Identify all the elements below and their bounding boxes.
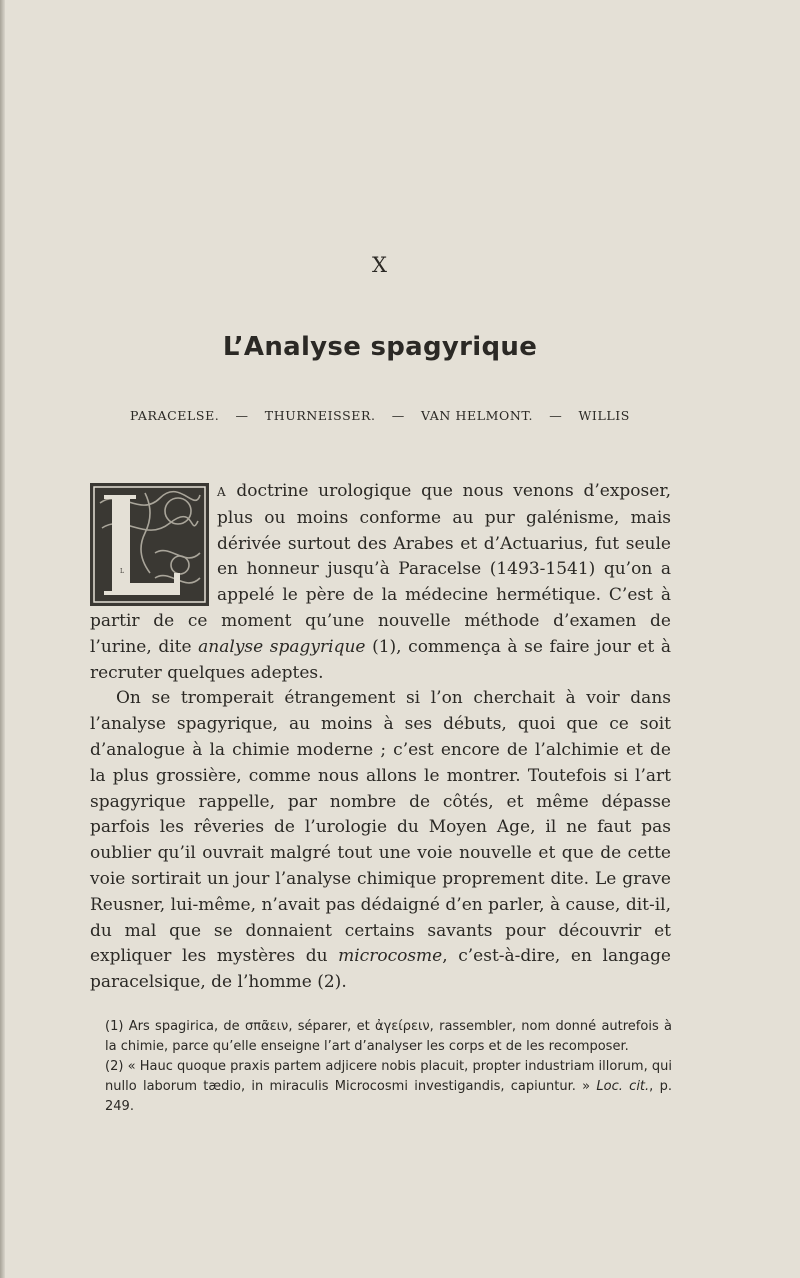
chapter-title: L’Analyse spagyrique	[222, 332, 538, 362]
page-edge-shadow	[0, 0, 5, 1278]
subtitle-dash: —	[549, 408, 563, 423]
paragraph-2-italic: microcosme	[338, 946, 443, 967]
subtitle-dash: —	[235, 408, 249, 423]
subtitle-name: VAN HELMONT.	[420, 408, 534, 423]
footnote-2-italic: Loc. cit.	[596, 1079, 650, 1094]
chapter-subtitle	[130, 408, 630, 423]
subtitle-name: PARACELSE.	[130, 408, 220, 423]
paragraph-1-text-a: doctrine urologique que nous venons d’exposer, plus ou moins conforme au pur galénisme, mais dérivée surtout des Arabes et d’Actuarius, fut seule en honneur jusqu’à Paracelse (1493-1541) qu’on a appelé le père de la médecine hermétique. C’est à partir de ce moment qu’une nouvelle méthode d’examen de l’urine, dite	[90, 481, 671, 657]
footnote-1: (1) Ars spagirica, de σπᾶειν, séparer, et ἀγείρειν, rassembler, nom donné autrefois à la chimie, parce qu’elle enseigne l’art d’analyser les corps et de les recomposer.	[105, 1019, 672, 1054]
dropcap-continuation: A	[217, 485, 227, 499]
chapter-number: X	[372, 253, 388, 277]
footnote-2-text-a: (2) « Hauc quoque praxis partem adjicere nobis placuit, propter industriam illorum, qui nullo laborum tædio, in miraculis Microcosmi investigandis, capiuntur. »	[105, 1059, 672, 1094]
subtitle-name: THURNEISSER.	[264, 408, 376, 423]
main-text	[90, 479, 671, 996]
subtitle-name: WILLIS	[578, 408, 630, 423]
paragraph-1-italic: analyse spagyrique	[198, 636, 366, 657]
subtitle-dash: —	[391, 408, 405, 423]
paragraph-2	[90, 686, 671, 996]
footnote-2-text-b: , p. 249.	[105, 1079, 672, 1114]
paragraph-2-text-a: On se tromperait étrangement si l’on cherchait à voir dans l’analyse spagyrique, au moins à ses débuts, quoi que ce soit d’analogue à la chimie moderne ; c’est encore de l’alchimie et de la plus grossière, comme nous allons le montrer. Toutefois si l’art spagyrique rappelle, par nombre de côtés, et même dépasse parfois les rêveries de l’urologie du Moyen Age, il ne faut pas oublier qu’il ouvrait malgré tout une voie nouvelle et que de cette voie sortirait un jour l’analyse chimique proprement dite. Le grave Reusner, lui-même, n’avait pas dédaigné d’en parler, à cause, dit-il, du mal que se donnaient certains savants pour découvrir et expliquer les mystères du	[90, 688, 671, 967]
paragraph-2-text-b: , c’est-à-dire, en langage paracelsique, de l’homme (2).	[90, 946, 671, 993]
footnotes	[105, 1017, 672, 1117]
ornamental-dropcap-icon	[90, 483, 209, 606]
footnote-2	[105, 1057, 672, 1117]
paragraph-1-text-b: (1), commença à se faire jour et à recruter quelques adeptes.	[90, 636, 671, 683]
svg-text:L: L	[120, 568, 124, 575]
